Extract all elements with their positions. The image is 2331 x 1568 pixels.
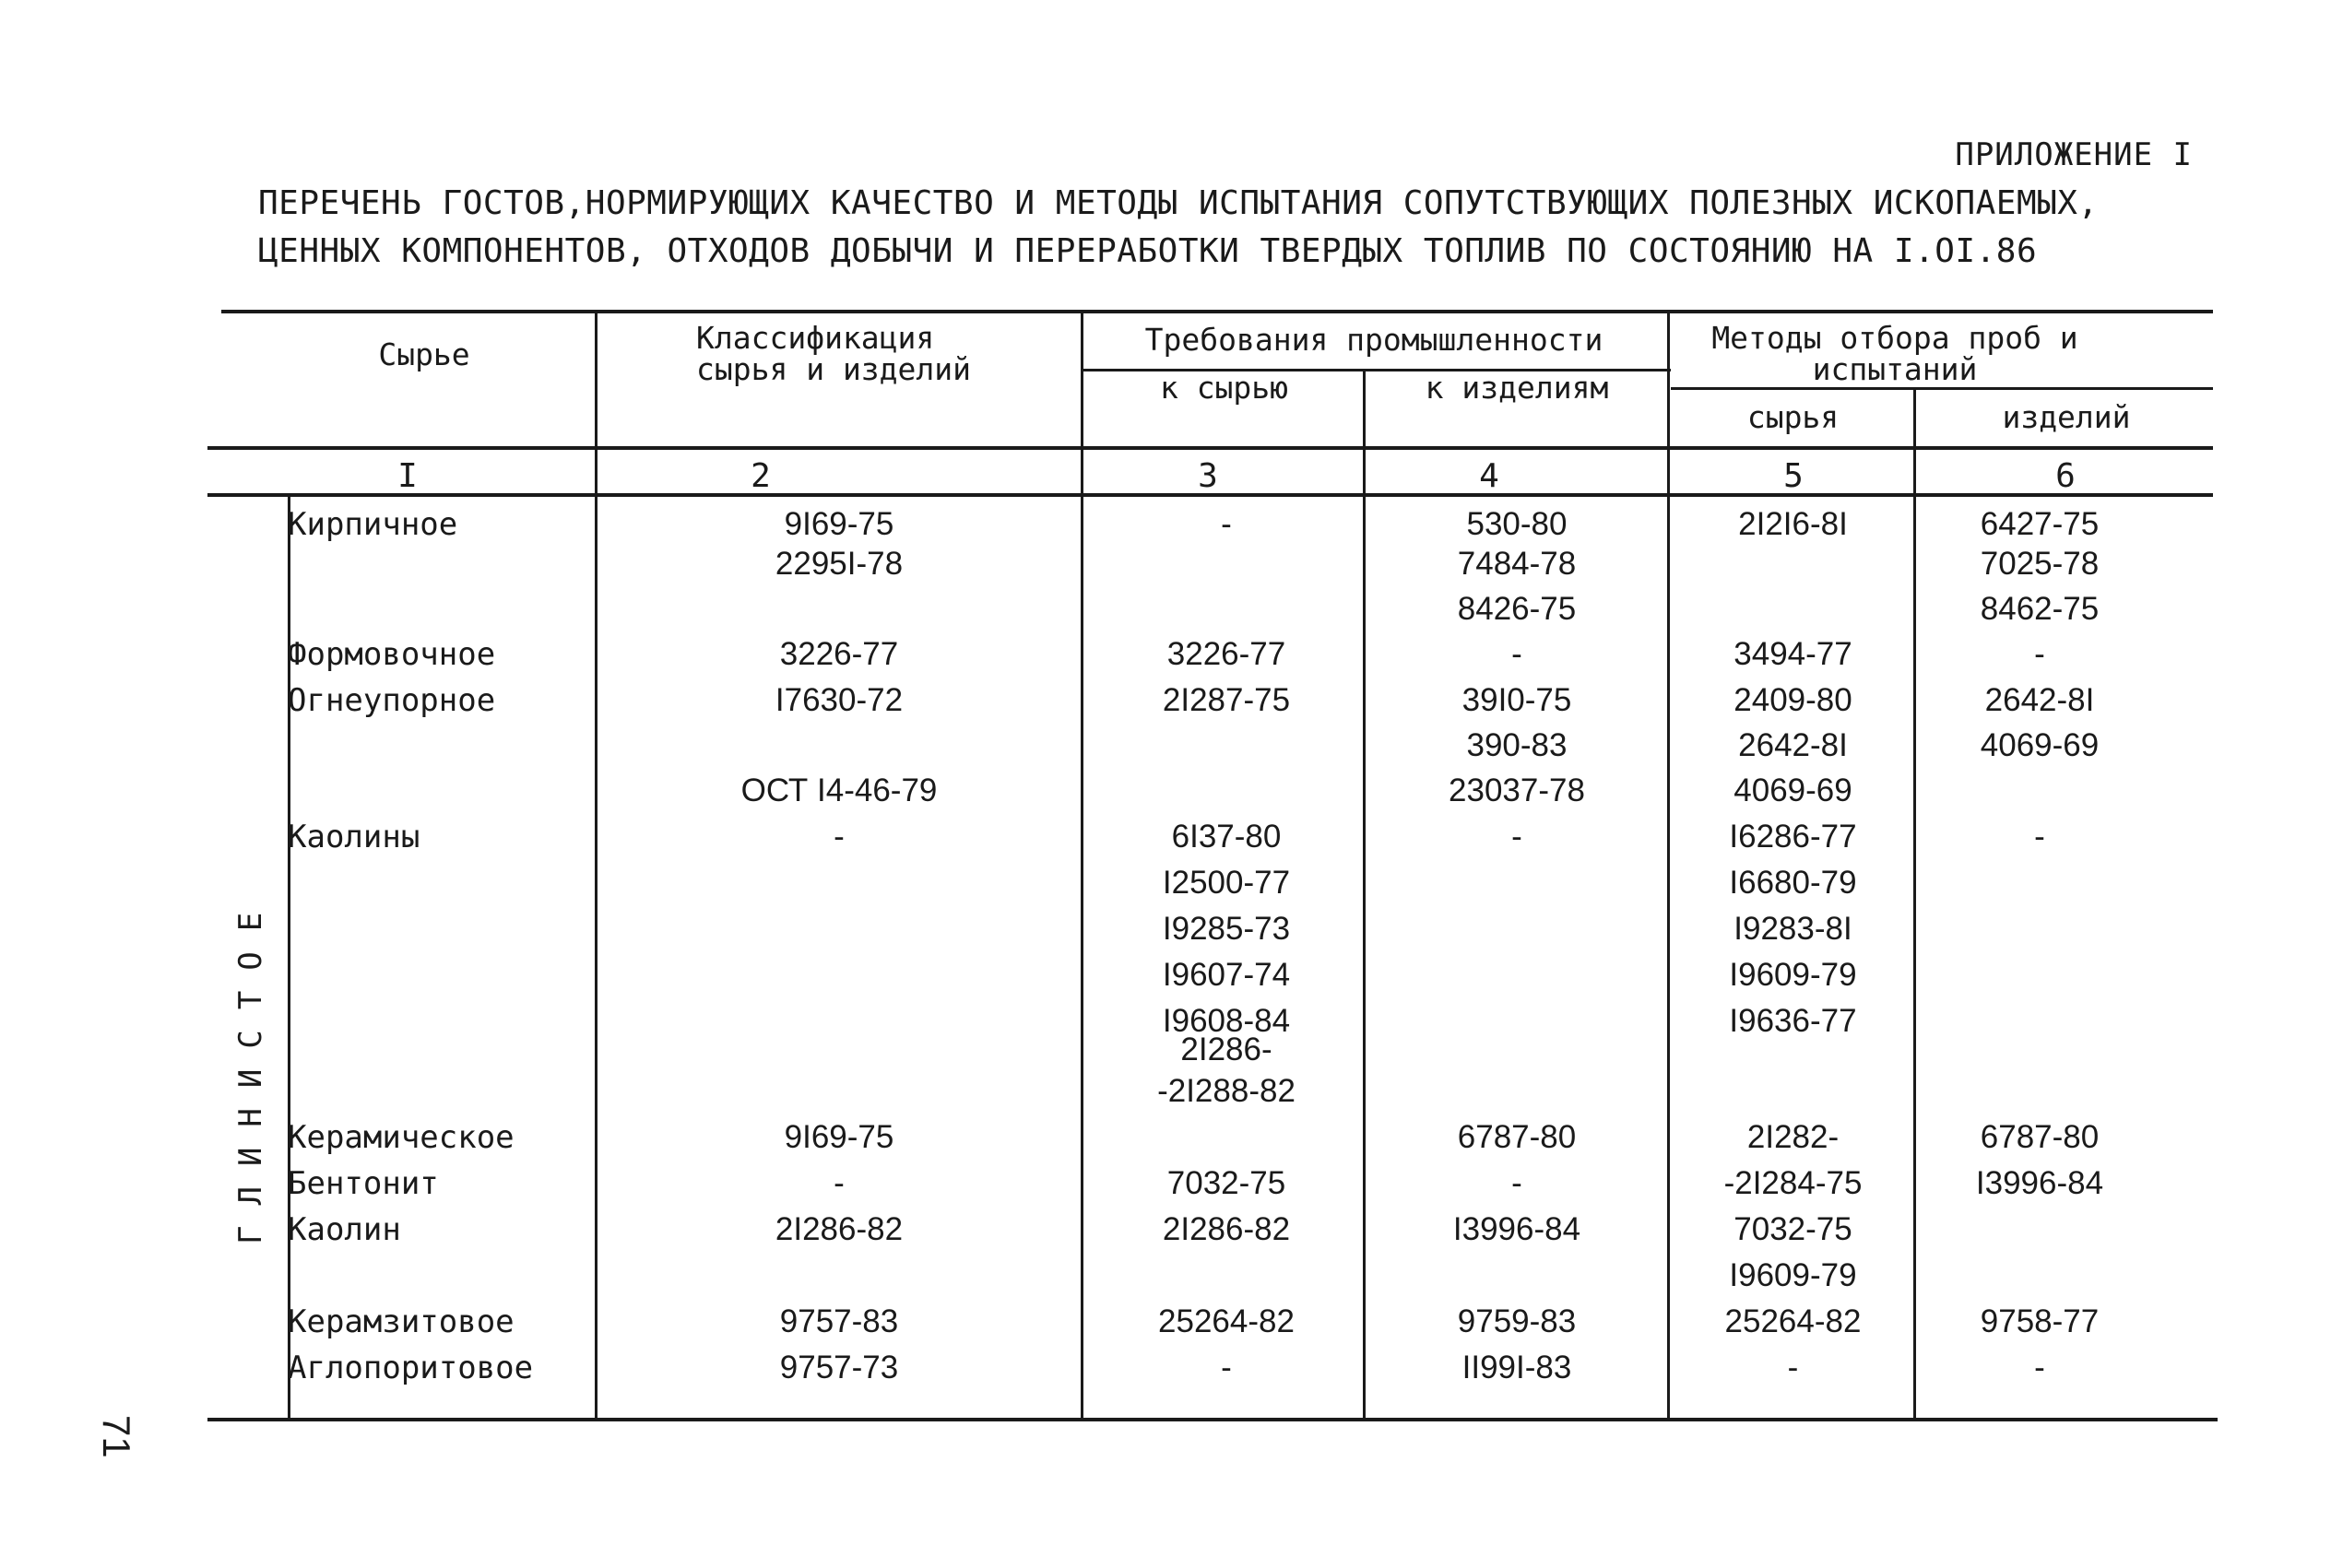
req-products-cell: 39I0-75 (1461, 682, 1572, 718)
header-classification: Классификация сырья и изделий (696, 320, 972, 387)
meth-raw-cell: - (1787, 1350, 1799, 1385)
meth-sub-rule (1671, 387, 2213, 390)
column-number-5: 5 (1783, 457, 1804, 495)
table-row (0, 907, 2331, 953)
meth-products-cell: 8462-75 (1980, 591, 2100, 627)
classification-cell: 9I69-75 (784, 1119, 894, 1155)
meth-raw-cell: I9609-79 (1729, 1257, 1857, 1293)
header-raw: Сырье (378, 336, 470, 372)
column-number-6: 6 (2055, 457, 2076, 495)
table-row (0, 953, 2331, 999)
raw-material: Аглопоритовое (288, 1350, 534, 1386)
meth-raw-cell: I9283-8I (1733, 911, 1852, 947)
header-requirements: Требования промышленности (1144, 322, 1603, 358)
meth-raw-cell: 25264-82 (1724, 1303, 1862, 1339)
header-bottom-rule (207, 446, 2213, 450)
req-raw-cell: 2I287-75 (1162, 682, 1291, 718)
req-raw-cell: I9608-84 (1162, 1003, 1291, 1039)
meth-raw-cell: I6286-77 (1729, 819, 1857, 855)
classification-cell: 9757-73 (779, 1350, 899, 1385)
raw-material: Формовочное (288, 636, 496, 673)
req-products-cell: 390-83 (1466, 727, 1568, 763)
raw-material: Каолины (288, 819, 420, 855)
meth-raw-cell: I9636-77 (1729, 1003, 1857, 1039)
raw-material: Керамическое (288, 1119, 515, 1156)
table-row (0, 542, 2331, 588)
req-raw-cell: I9607-74 (1162, 957, 1291, 993)
req-raw-cell: 7032-75 (1166, 1165, 1286, 1201)
table-row (0, 1069, 2331, 1115)
header-meth-raw: сырья (1746, 399, 1840, 435)
req-raw-cell: 2I286-82 (1162, 1211, 1291, 1247)
req-products-cell: - (1511, 819, 1522, 855)
table-top-rule (221, 310, 2213, 313)
table-row (0, 724, 2331, 770)
classification-cell: I7630-72 (775, 682, 904, 718)
meth-products-cell: 6427-75 (1980, 506, 2100, 542)
header-req-raw: к сырью (1159, 370, 1289, 406)
raw-material: Керамзитовое (288, 1303, 515, 1340)
req-products-cell: 7484-78 (1457, 546, 1577, 582)
header-meth-products: изделий (2002, 399, 2131, 435)
classification-cell: 9757-83 (779, 1303, 899, 1339)
table-row (0, 1254, 2331, 1300)
classification-cell: 2I286-82 (775, 1211, 904, 1247)
table-row (0, 861, 2331, 907)
table-row (0, 1346, 2331, 1392)
req-raw-cell: I2500-77 (1162, 865, 1291, 901)
table-row (0, 1161, 2331, 1208)
meth-raw-cell: 2I282- (1746, 1119, 1840, 1155)
meth-products-cell: - (2034, 1350, 2045, 1385)
appendix-label: ПРИЛОЖЕНИЕ I (1955, 136, 2193, 173)
document-title: ПЕРЕЧЕНЬ ГОСТОВ,НОРМИРУЮЩИХ КАЧЕСТВО И МЕТОДЫ ИСПЫТАНИЯ СОПУТСТВУЮЩИХ ПОЛЕЗНЫХ ИСКОПАЕМЫХ, ЦЕННЫХ КОМПОНЕНТОВ, ОТХОДОВ ДОБЫЧИ И ПЕРЕРАБОТКИ ТВЕРДЫХ ТОПЛИВ ПО СОСТОЯНИЮ НА I.OI.86 (258, 184, 2099, 270)
classification-cell: 3226-77 (779, 636, 899, 672)
classification-cell: - (834, 819, 845, 855)
table-row (0, 587, 2331, 633)
raw-material: Кирпичное (288, 506, 458, 543)
table-row (0, 678, 2331, 725)
raw-material: Каолин (288, 1211, 401, 1248)
meth-raw-cell: I9609-79 (1729, 957, 1857, 993)
table-row (0, 769, 2331, 815)
raw-material: Огнеупорное (288, 682, 496, 719)
table-row (0, 1028, 2331, 1074)
req-raw-cell: I9285-73 (1162, 911, 1291, 947)
req-products-cell: 9759-83 (1457, 1303, 1577, 1339)
table-row (0, 1115, 2331, 1161)
column-number-4: 4 (1479, 457, 1499, 495)
page-number: 71 (95, 1415, 138, 1458)
meth-products-cell: 4069-69 (1980, 727, 2100, 763)
meth-raw-cell: 2642-8I (1738, 727, 1848, 763)
table-row (0, 632, 2331, 678)
table-row (0, 1208, 2331, 1254)
classification-cell: - (834, 1165, 845, 1201)
meth-raw-cell: I6680-79 (1729, 865, 1857, 901)
meth-raw-cell: 3494-77 (1733, 636, 1852, 672)
meth-raw-cell: 2I2I6-8I (1738, 506, 1848, 542)
raw-material: Бентонит (288, 1165, 439, 1202)
meth-products-cell: 7025-78 (1980, 546, 2100, 582)
meth-products-cell: 2642-8I (1984, 682, 2095, 718)
meth-products-cell: 6787-80 (1980, 1119, 2100, 1155)
req-products-cell: 8426-75 (1457, 591, 1577, 627)
req-raw-cell: -2I288-82 (1157, 1073, 1296, 1109)
req-products-cell: - (1511, 636, 1522, 672)
table-row (0, 1300, 2331, 1346)
req-products-cell: 530-80 (1466, 506, 1568, 542)
meth-products-cell: 9758-77 (1980, 1303, 2100, 1339)
column-number-3: 3 (1198, 457, 1218, 495)
req-products-cell: 23037-78 (1449, 772, 1585, 808)
column-number-2: 2 (751, 457, 771, 495)
group-label: ГЛИНИСТОЕ (232, 891, 269, 1244)
classification-cell: 9I69-75 (784, 506, 894, 542)
classification-cell: ОСТ I4-46-79 (740, 772, 938, 808)
meth-products-cell: I3996-84 (1975, 1165, 2104, 1201)
meth-products-cell: - (2034, 636, 2045, 672)
meth-raw-cell: 7032-75 (1733, 1211, 1852, 1247)
header-req-products: к изделиям (1425, 370, 1609, 406)
req-products-cell: - (1511, 1165, 1522, 1201)
req-products-cell: I3996-84 (1452, 1211, 1581, 1247)
table-row (0, 815, 2331, 861)
meth-products-cell: - (2034, 819, 2045, 855)
column-number-1: I (397, 457, 418, 495)
classification-cell: 2295I-78 (775, 546, 904, 582)
meth-raw-cell: -2I284-75 (1723, 1165, 1863, 1201)
req-raw-cell: - (1221, 506, 1232, 542)
req-raw-cell: 25264-82 (1158, 1303, 1295, 1339)
req-raw-cell: 6I37-80 (1171, 819, 1282, 855)
meth-raw-cell: 4069-69 (1733, 772, 1852, 808)
req-raw-cell: 2I286- (1180, 1032, 1272, 1067)
req-products-cell: II99I-83 (1461, 1350, 1572, 1385)
header-methods: Методы отбора проб и испытаний (1711, 320, 2078, 387)
table-bottom-rule (207, 1418, 2218, 1421)
req-raw-cell: 3226-77 (1166, 636, 1286, 672)
req-products-cell: 6787-80 (1457, 1119, 1577, 1155)
meth-raw-cell: 2409-80 (1733, 682, 1852, 718)
req-raw-cell: - (1221, 1350, 1232, 1385)
